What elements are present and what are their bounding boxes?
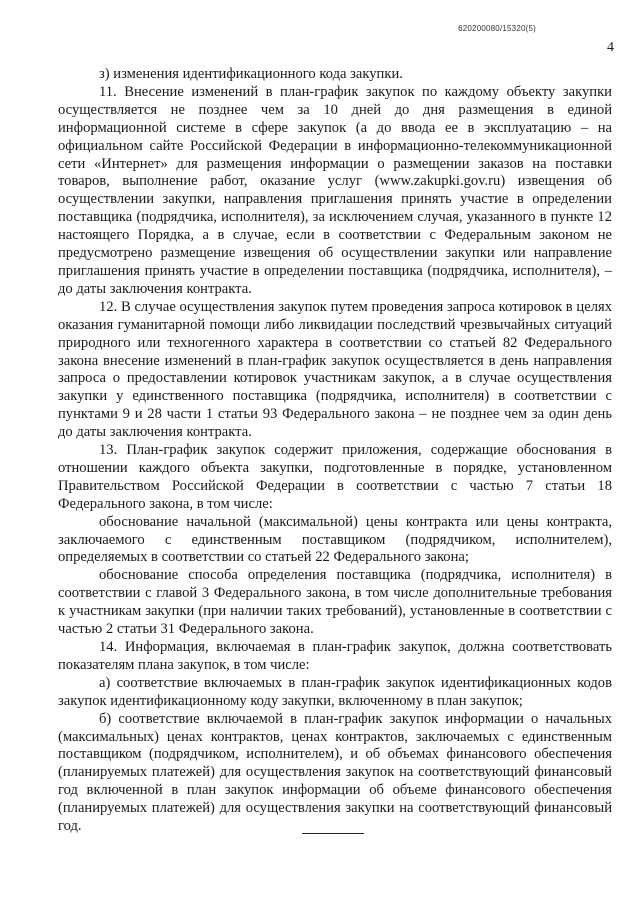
paragraph-14-a: а) соответствие включаемых в план-график закупок идентификационных кодов закупок идентификационному коду закупки, включенному в план закупок; <box>58 674 612 709</box>
paragraph-13: 13. План-график закупок содержит приложения, содержащие обоснования в отношении каждого объекта закупки, подготовленные в порядке, установленном Правительством Российской Федерации в соответствии с частью 7 статьи 18 Федерального закона, в том числе: <box>58 442 612 512</box>
paragraph-13-method-justification: обоснование способа определения поставщика (подрядчика, исполнителя) в соответствии с главой 3 Федерального закона, в том числе дополнительные требования к участникам закупки (при наличии таких требований), установленные в соответствии с частью 2 статьи 31 Федерального закона. <box>58 567 612 638</box>
document-body <box>58 66 612 836</box>
paragraph-11: 11. Внесение изменений в план-график закупок по каждому объекту закупки осуществляется не позднее чем за 10 дней до дня размещения в единой информационной системе в сфере закупок (а до ввода ее в эксплуатацию – на официальном сайте Российской Федерации в информационно-телекоммуникационной сети «Интернет» для размещения информации о размещении заказов на поставки товаров, выполнение работ, оказание услуг (www.zakupki.gov.ru) извещения об осуществлении закупки, направления приглашения принять участие в определении поставщика (подрядчика, исполнителя), за исключением случая, указанного в пункте 12 настоящего Порядка, а в случае, если в соответствии с Федеральным законом не предусмотрено размещение извещения об осуществлении закупки или направление приглашения принять участие в определении поставщика (подрядчика, исполнителя), – до даты заключения контракта. <box>58 83 612 297</box>
end-separator-line <box>302 833 364 834</box>
paragraph-item-z: з) изменения идентификационного кода закупки. <box>99 66 403 82</box>
document-id: 620200080/15320(5) <box>458 24 536 33</box>
page-number: 4 <box>607 40 614 55</box>
paragraph-14-b: б) соответствие включаемой в план-график закупок информации о начальных (максимальных) ценах контрактов, ценах контрактов, заключаемых с единственным поставщиком (подрядчиком, исполнителем), и об объемах финансового обеспечения (планируемых платежей) для осуществления закупок на соответствующий финансовый год включенной в план закупок информации об объеме финансового обеспечения (планируемых платежей) для осуществления закупки на соответствующий финансовый год. <box>58 710 612 835</box>
paragraph-14: 14. Информация, включаемая в план-график закупок, должна соответствовать показателям плана закупок, в том числе: <box>58 639 612 673</box>
paragraph-13-nmck-justification: обоснование начальной (максимальной) цены контракта или цены контракта, заключаемого с единственным поставщиком (подрядчиком, исполнителем), определяемых в соответствии со статьей 22 Федерального закона; <box>58 513 612 566</box>
paragraph-12: 12. В случае осуществления закупок путем проведения запроса котировок в целях оказания гуманитарной помощи либо ликвидации последствий чрезвычайных ситуаций природного или техногенного характера в соответствии со статьей 82 Федерального закона внесение изменений в план-график закупок осуществляется в день направления запроса о предоставлении котировок участникам закупок, а в случае осуществления закупки у единственного поставщика (подрядчика, исполнителя) в соответствии с пунктами 9 и 28 части 1 статьи 93 Федерального закона – не позднее чем за один день до даты заключения контракта. <box>58 298 612 441</box>
